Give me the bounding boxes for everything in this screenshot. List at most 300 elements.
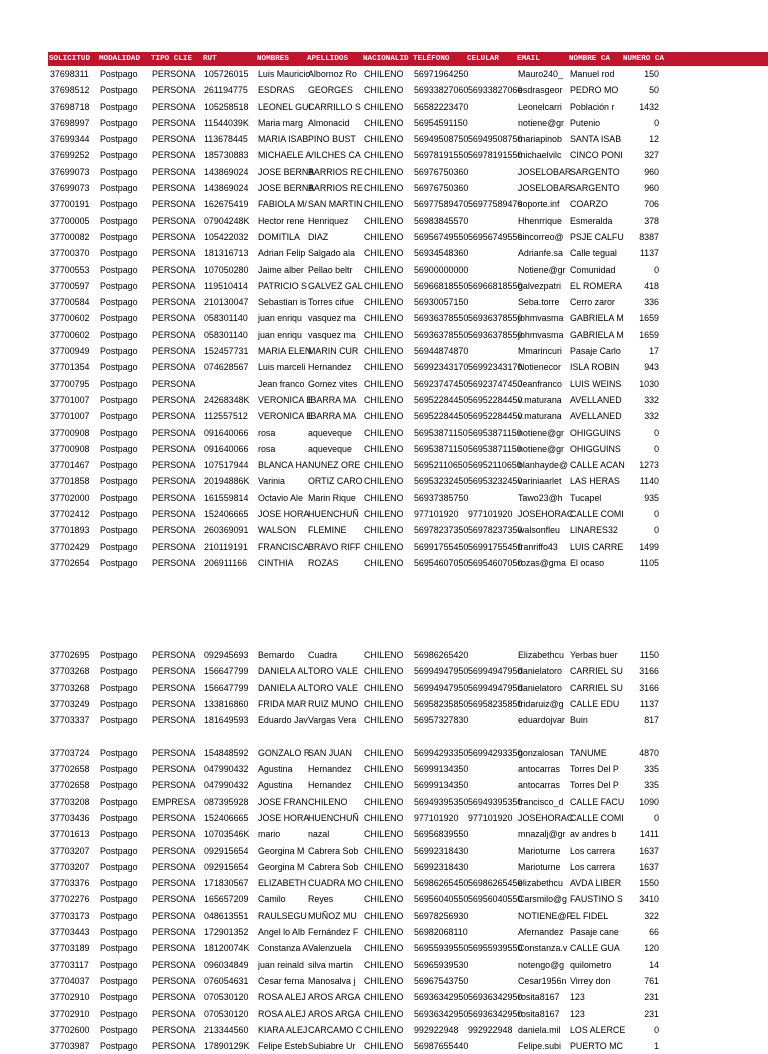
table-cell[interactable]: 1137: [639, 248, 659, 259]
table-cell[interactable]: BRAVO RIFF: [308, 541, 361, 552]
table-cell[interactable]: CHILENO: [364, 796, 404, 807]
table-cell[interactable]: Calle tegual: [570, 248, 617, 259]
table-row[interactable]: [48, 262, 768, 278]
table-cell[interactable]: 56930057150: [414, 297, 469, 308]
table-cell[interactable]: 56923747450: [414, 378, 469, 389]
table-cell[interactable]: soporte.inf: [518, 199, 560, 210]
table-cell[interactable]: Notiene@gr: [518, 264, 566, 275]
table-cell[interactable]: 18120074K: [204, 943, 250, 954]
table-cell[interactable]: Postpago: [100, 231, 138, 242]
table-cell[interactable]: PERSONA: [152, 557, 196, 568]
table-cell[interactable]: Postpago: [100, 297, 138, 308]
table-cell[interactable]: 943: [644, 362, 659, 373]
table-cell[interactable]: juan enriqu: [258, 329, 302, 340]
table-cell[interactable]: 37702658: [50, 764, 90, 775]
table-cell[interactable]: MUÑOZ MU: [308, 910, 357, 921]
table-row[interactable]: [48, 408, 768, 424]
table-cell[interactable]: CHILENO: [364, 1024, 404, 1035]
table-cell[interactable]: LAS HERAS: [570, 476, 620, 487]
table-cell[interactable]: EL ROMERA: [570, 280, 622, 291]
table-cell[interactable]: 07904248K: [204, 215, 250, 226]
table-cell[interactable]: quilometro: [570, 959, 612, 970]
table-cell[interactable]: PERSONA: [152, 85, 196, 96]
table-cell[interactable]: 074628567: [204, 362, 249, 373]
table-cell[interactable]: Postpago: [100, 150, 138, 161]
table-cell[interactable]: CALLE FACU: [570, 796, 625, 807]
table-cell[interactable]: Seba.torre: [518, 297, 560, 308]
table-cell[interactable]: 56900000000: [414, 264, 469, 275]
table-cell[interactable]: CUADRA MO: [308, 878, 362, 889]
table-cell[interactable]: Jaime alber: [258, 264, 304, 275]
table-cell[interactable]: 1140: [639, 476, 659, 487]
table-cell[interactable]: 37698512: [50, 85, 90, 96]
table-cell[interactable]: PERSONA: [152, 134, 196, 145]
table-cell[interactable]: 0: [654, 117, 659, 128]
table-cell[interactable]: CHILENO: [364, 780, 404, 791]
table-cell[interactable]: PERSONA: [152, 248, 196, 259]
table-cell[interactable]: PSJE CALFU: [570, 231, 624, 242]
table-cell[interactable]: 181316713: [204, 248, 249, 259]
table-cell[interactable]: mario: [258, 829, 281, 840]
table-cell[interactable]: 0: [654, 427, 659, 438]
table-cell[interactable]: Postpago: [100, 541, 138, 552]
table-cell[interactable]: Fernández F: [308, 927, 359, 938]
table-cell[interactable]: PERSONA: [152, 780, 196, 791]
table-cell[interactable]: CHILENO: [364, 150, 404, 161]
table-cell[interactable]: CHILENO: [364, 747, 404, 758]
table-cell[interactable]: Postpago: [100, 215, 138, 226]
table-cell[interactable]: ROZAS: [308, 557, 339, 568]
table-cell[interactable]: IBARRA MA: [308, 394, 357, 405]
table-cell[interactable]: 56958235850: [468, 698, 523, 709]
table-cell[interactable]: 1137: [639, 698, 659, 709]
table-row[interactable]: [48, 908, 768, 924]
table-cell[interactable]: 096034849: [204, 959, 249, 970]
table-cell[interactable]: PERSONA: [152, 959, 196, 970]
table-cell[interactable]: 37700553: [50, 264, 90, 275]
table-cell[interactable]: PERSONA: [152, 69, 196, 79]
table-cell[interactable]: Mmarincuri: [518, 346, 562, 357]
table-cell[interactable]: MICHAELE A: [258, 150, 312, 161]
table-cell[interactable]: 171830567: [204, 878, 249, 889]
table-cell[interactable]: 56999134350: [414, 780, 469, 791]
table-cell[interactable]: CHILENO: [364, 297, 404, 308]
table-row[interactable]: [48, 680, 768, 696]
table-cell[interactable]: francisco_d: [518, 796, 564, 807]
table-cell[interactable]: [466, 826, 516, 842]
table-row[interactable]: [48, 115, 768, 131]
table-cell[interactable]: 56986265450: [414, 878, 469, 889]
table-cell[interactable]: Manosalva j: [308, 975, 356, 986]
table-cell[interactable]: PERSONA: [152, 215, 196, 226]
table-row[interactable]: [48, 957, 768, 973]
table-cell[interactable]: CHILENO: [364, 378, 404, 389]
column-header[interactable]: RUT: [203, 55, 217, 63]
table-cell[interactable]: 37702910: [50, 992, 90, 1003]
table-cell[interactable]: FRIDA MAR: [258, 698, 307, 709]
table-cell[interactable]: 37699073: [50, 183, 90, 194]
table-row[interactable]: [48, 294, 768, 310]
table-cell[interactable]: SARGENTO: [570, 166, 620, 177]
table-cell[interactable]: 56953871150: [468, 427, 522, 438]
table-cell[interactable]: Postpago: [100, 959, 138, 970]
table-cell[interactable]: [466, 908, 516, 924]
table-cell[interactable]: GABRIELA M: [570, 329, 624, 340]
table-cell[interactable]: CALLE EDU: [570, 698, 620, 709]
table-cell[interactable]: [466, 66, 516, 82]
table-cell[interactable]: Manuel rod: [570, 69, 615, 79]
table-row[interactable]: [48, 843, 768, 859]
table-cell[interactable]: PERSONA: [152, 150, 196, 161]
table-cell[interactable]: Postpago: [100, 1008, 138, 1019]
table-cell[interactable]: PERSONA: [152, 443, 196, 454]
table-cell[interactable]: galvezpatri: [518, 280, 561, 291]
table-cell[interactable]: 56958235850: [414, 698, 469, 709]
table-row[interactable]: [48, 164, 768, 180]
table-cell[interactable]: Buin: [570, 715, 588, 726]
table-cell[interactable]: Cesar ferna: [258, 975, 305, 986]
table-cell[interactable]: Gomez vites: [308, 378, 358, 389]
table-cell[interactable]: 37703208: [50, 796, 90, 807]
table-cell[interactable]: Postpago: [100, 411, 138, 422]
table-row[interactable]: [48, 213, 768, 229]
table-cell[interactable]: 56936342950: [414, 992, 469, 1003]
table-cell[interactable]: CARRIEL SU: [570, 682, 623, 693]
table-cell[interactable]: Postpago: [100, 927, 138, 938]
table-cell[interactable]: 56953232450: [414, 476, 469, 487]
table-cell[interactable]: gonzalosan: [518, 747, 564, 758]
table-cell[interactable]: 105258518: [204, 101, 249, 112]
table-cell[interactable]: Postpago: [100, 698, 138, 709]
table-cell[interactable]: Marioturne: [518, 845, 561, 856]
table-cell[interactable]: Población r: [570, 101, 615, 112]
table-cell[interactable]: 56949508750: [468, 134, 523, 145]
table-cell[interactable]: AVDA LIBER: [570, 878, 622, 889]
table-row[interactable]: [48, 490, 768, 506]
table-cell[interactable]: Georgina M: [258, 845, 305, 856]
table-cell[interactable]: PERSONA: [152, 878, 196, 889]
table-cell[interactable]: Luis Mauricio: [258, 69, 311, 79]
table-cell[interactable]: 332: [644, 411, 659, 422]
table-cell[interactable]: CHILENO: [364, 117, 404, 128]
table-row[interactable]: [48, 539, 768, 555]
table-cell[interactable]: Felipe.subi: [518, 1041, 561, 1052]
table-cell[interactable]: CHILENO: [364, 427, 404, 438]
table-cell[interactable]: PERSONA: [152, 362, 196, 373]
table-cell[interactable]: PERSONA: [152, 313, 196, 324]
table-cell[interactable]: [466, 712, 516, 728]
table-cell[interactable]: 113678445: [204, 134, 248, 145]
table-cell[interactable]: CHILENO: [364, 215, 404, 226]
table-cell[interactable]: RAULSEGU: [258, 910, 307, 921]
table-cell[interactable]: 37702412: [50, 509, 90, 520]
table-cell[interactable]: PERSONA: [152, 910, 196, 921]
table-cell[interactable]: Eduardo Jav: [258, 715, 308, 726]
table-cell[interactable]: 56956040550: [414, 894, 469, 905]
table-cell[interactable]: [466, 843, 516, 859]
table-cell[interactable]: 156647799: [204, 666, 249, 677]
table-cell[interactable]: [466, 1038, 516, 1054]
table-row[interactable]: [48, 924, 768, 940]
table-cell[interactable]: Marin Rique: [308, 492, 356, 503]
table-cell[interactable]: BARRIOS RE: [308, 183, 363, 194]
table-cell[interactable]: 1030: [639, 378, 659, 389]
table-cell[interactable]: 56954591150: [414, 117, 468, 128]
table-cell[interactable]: 56957327830: [414, 715, 469, 726]
table-cell[interactable]: Postpago: [100, 346, 138, 357]
table-cell[interactable]: Postpago: [100, 183, 138, 194]
table-cell[interactable]: 56953232450: [468, 476, 523, 487]
column-header[interactable]: NOMBRES: [257, 55, 289, 63]
table-cell[interactable]: Postpago: [100, 199, 138, 210]
table-cell[interactable]: Pasaje Carlo: [570, 346, 621, 357]
table-cell[interactable]: 56936378550: [414, 313, 469, 324]
table-cell[interactable]: Postpago: [100, 134, 138, 145]
table-row[interactable]: [48, 810, 768, 826]
table-row[interactable]: [48, 392, 768, 408]
table-cell[interactable]: 37702695: [50, 650, 90, 660]
table-row[interactable]: [48, 343, 768, 359]
table-cell[interactable]: DOMITILA: [258, 231, 300, 242]
table-cell[interactable]: CHILENO: [364, 166, 404, 177]
table-cell[interactable]: PERSONA: [152, 829, 196, 840]
table-cell[interactable]: 960: [644, 166, 659, 177]
table-cell[interactable]: HUENCHUÑ: [308, 812, 359, 823]
table-cell[interactable]: notengo@g: [518, 959, 565, 970]
table-cell[interactable]: 1499: [639, 541, 659, 552]
table-cell[interactable]: 231: [644, 1008, 659, 1019]
table-cell[interactable]: CALLE GUA: [570, 943, 620, 954]
table-cell[interactable]: Notienecor: [518, 362, 561, 373]
table-cell[interactable]: 56992318430: [414, 845, 469, 856]
table-row[interactable]: [48, 506, 768, 522]
table-cell[interactable]: 152406665: [204, 812, 249, 823]
table-row[interactable]: [48, 457, 768, 473]
table-cell[interactable]: Postpago: [100, 166, 138, 177]
table-cell[interactable]: CHILENO: [364, 682, 404, 693]
table-cell[interactable]: TORO VALE: [308, 682, 358, 693]
table-cell[interactable]: CHILENO: [364, 698, 404, 709]
table-cell[interactable]: 1411: [639, 829, 659, 840]
table-cell[interactable]: 56934548360: [414, 248, 469, 259]
table-cell[interactable]: Esmeralda: [570, 215, 613, 226]
table-cell[interactable]: 17890129K: [204, 1041, 250, 1052]
table-cell[interactable]: LUIS WEINS: [570, 378, 622, 389]
table-cell[interactable]: [466, 262, 516, 278]
table-cell[interactable]: CHILENO: [364, 264, 404, 275]
table-cell[interactable]: CHILENO: [364, 248, 404, 259]
table-cell[interactable]: walsonfleu: [518, 525, 560, 536]
table-cell[interactable]: [466, 957, 516, 973]
table-cell[interactable]: Hernandez: [308, 764, 352, 775]
table-cell[interactable]: johmvasma: [518, 313, 564, 324]
table-cell[interactable]: GALVEZ GAL: [308, 280, 363, 291]
table-cell[interactable]: PERSONA: [152, 492, 196, 503]
table-cell[interactable]: Putenio: [570, 117, 601, 128]
table-cell[interactable]: 56936378550: [468, 313, 523, 324]
table-cell[interactable]: 66: [649, 927, 659, 938]
table-cell[interactable]: Cerro zaror: [570, 297, 615, 308]
table-cell[interactable]: 56952284450: [468, 411, 523, 422]
column-header[interactable]: CELULAR: [467, 55, 499, 63]
table-row[interactable]: [48, 82, 768, 98]
table-row[interactable]: [48, 66, 768, 82]
table-cell[interactable]: [466, 647, 516, 663]
table-cell[interactable]: 761: [644, 975, 659, 986]
table-cell[interactable]: 56983845570: [414, 215, 469, 226]
table-cell[interactable]: PERSONA: [152, 117, 196, 128]
table-cell[interactable]: 0: [654, 812, 659, 823]
table-cell[interactable]: Postpago: [100, 975, 138, 986]
table-cell[interactable]: rosita8167: [518, 1008, 560, 1019]
table-cell[interactable]: 37700370: [50, 248, 90, 259]
table-cell[interactable]: 56936378550: [414, 329, 469, 340]
table-cell[interactable]: Postpago: [100, 682, 138, 693]
table-cell[interactable]: 37702276: [50, 894, 90, 905]
table-cell[interactable]: 37700795: [50, 378, 90, 389]
table-cell[interactable]: Postpago: [100, 525, 138, 536]
table-cell[interactable]: PERSONA: [152, 264, 196, 275]
table-cell[interactable]: 058301140: [204, 313, 248, 324]
table-cell[interactable]: aqueveque: [308, 427, 352, 438]
table-cell[interactable]: 37698311: [50, 69, 89, 79]
table-cell[interactable]: Cuadra: [308, 650, 338, 660]
table-cell[interactable]: TORO VALE: [308, 666, 358, 677]
table-cell[interactable]: ROSA ALEJ: [258, 992, 306, 1003]
table-cell[interactable]: nazal: [308, 829, 330, 840]
table-cell[interactable]: 37703987: [50, 1041, 90, 1052]
table-cell[interactable]: 37699073: [50, 166, 90, 177]
table-cell[interactable]: 960: [644, 183, 659, 194]
table-cell[interactable]: Tucapel: [570, 492, 602, 503]
table-cell[interactable]: 156647799: [204, 682, 249, 693]
table-cell[interactable]: 56994293350: [468, 747, 523, 758]
table-cell[interactable]: 11544039K: [204, 117, 249, 128]
table-cell[interactable]: vasquez ma: [308, 313, 356, 324]
table-cell[interactable]: rosa: [258, 443, 276, 454]
table-cell[interactable]: 1105: [639, 557, 659, 568]
table-cell[interactable]: 37701893: [50, 525, 90, 536]
table-cell[interactable]: Octavio Ale: [258, 492, 303, 503]
table-cell[interactable]: 0: [654, 443, 659, 454]
table-cell[interactable]: 56991755450: [414, 541, 469, 552]
table-cell[interactable]: 56994293350: [414, 747, 469, 758]
table-cell[interactable]: ESDRAS: [258, 85, 295, 96]
column-header[interactable]: SOLICITUD: [49, 55, 91, 63]
table-cell[interactable]: CHILENO: [364, 943, 404, 954]
table-cell[interactable]: 335: [644, 780, 659, 791]
table-cell[interactable]: PERSONA: [152, 715, 196, 726]
table-cell[interactable]: 37700602: [50, 329, 90, 340]
table-cell[interactable]: 56923747450: [468, 378, 523, 389]
table-cell[interactable]: 56936342950: [468, 992, 523, 1003]
table-cell[interactable]: 181649593: [204, 715, 249, 726]
table-cell[interactable]: av andres b: [570, 829, 617, 840]
table-cell[interactable]: Cabrera Sob: [308, 845, 359, 856]
table-cell[interactable]: CHILENO: [364, 101, 404, 112]
table-cell[interactable]: 56952110650: [414, 460, 468, 471]
table-cell[interactable]: notiene@gr: [518, 117, 565, 128]
table-cell[interactable]: 935: [644, 492, 659, 503]
table-cell[interactable]: 56949395350: [414, 796, 469, 807]
table-cell[interactable]: DIAZ: [308, 231, 329, 242]
table-cell[interactable]: KIARA ALEJ: [258, 1024, 308, 1035]
table-cell[interactable]: Elizabethcu: [518, 650, 564, 660]
table-cell[interactable]: 37698997: [50, 117, 90, 128]
table-cell[interactable]: ELIZABETH: [258, 878, 307, 889]
table-cell[interactable]: 56956749550: [414, 231, 469, 242]
table-row[interactable]: [48, 891, 768, 907]
table-cell[interactable]: mariapinob: [518, 134, 562, 145]
table-cell[interactable]: blanhayde@: [518, 460, 568, 471]
table-cell[interactable]: Salgado ala: [308, 248, 355, 259]
table-row[interactable]: [48, 245, 768, 261]
table-cell[interactable]: 213344560: [204, 1024, 249, 1035]
column-header[interactable]: NOMBRE CA: [569, 55, 611, 63]
table-cell[interactable]: 123: [570, 1008, 585, 1019]
table-cell[interactable]: CHILENO: [364, 927, 404, 938]
table-cell[interactable]: Postpago: [100, 666, 138, 677]
table-cell[interactable]: CHILENO: [364, 460, 404, 471]
table-cell[interactable]: Hector rene: [258, 215, 305, 226]
table-row[interactable]: [48, 278, 768, 294]
table-cell[interactable]: fridaruiz@g: [518, 698, 564, 709]
table-cell[interactable]: 3166: [639, 682, 659, 693]
table-cell[interactable]: JOSE BERNA: [258, 166, 315, 177]
table-cell[interactable]: Agustina: [258, 764, 293, 775]
table-cell[interactable]: 56978237350: [468, 525, 523, 536]
table-cell[interactable]: AVELLANED: [570, 411, 622, 422]
table-cell[interactable]: Constanza.v: [518, 943, 568, 954]
table-cell[interactable]: 260369091: [204, 525, 249, 536]
table-cell[interactable]: PERSONA: [152, 427, 196, 438]
table-row[interactable]: [48, 425, 768, 441]
table-cell[interactable]: CHILENO: [364, 362, 404, 373]
table-cell[interactable]: 261194775: [204, 85, 248, 96]
table-cell[interactable]: Postpago: [100, 117, 138, 128]
table-cell[interactable]: Cabrera Sob: [308, 861, 359, 872]
table-cell[interactable]: 37700597: [50, 280, 90, 291]
table-cell[interactable]: [466, 245, 516, 261]
table-cell[interactable]: 152406665: [204, 509, 249, 520]
table-cell[interactable]: 107517944: [204, 460, 249, 471]
table-cell[interactable]: 058301140: [204, 329, 248, 340]
table-cell[interactable]: CHILENO: [364, 492, 404, 503]
table-cell[interactable]: PERSONA: [152, 747, 196, 758]
table-cell[interactable]: Postpago: [100, 1024, 138, 1035]
table-cell[interactable]: Maria marg: [258, 117, 303, 128]
table-cell[interactable]: 37702910: [50, 1008, 90, 1019]
table-cell[interactable]: 37703268: [50, 666, 90, 677]
table-cell[interactable]: 56936378550: [468, 329, 523, 340]
table-cell[interactable]: PERSONA: [152, 861, 196, 872]
table-cell[interactable]: Postpago: [100, 476, 138, 487]
table-cell[interactable]: 0: [654, 264, 659, 275]
table-row[interactable]: [48, 1022, 768, 1038]
table-cell[interactable]: antocarras: [518, 764, 560, 775]
table-cell[interactable]: 335: [644, 764, 659, 775]
table-cell[interactable]: [466, 924, 516, 940]
table-cell[interactable]: PERSONA: [152, 812, 196, 823]
table-cell[interactable]: PERSONA: [152, 460, 196, 471]
table-cell[interactable]: PERSONA: [152, 411, 196, 422]
table-cell[interactable]: RUIZ MUNO: [308, 698, 359, 709]
table-cell[interactable]: 56955939550: [468, 943, 523, 954]
table-cell[interactable]: Adrian Felip: [258, 248, 306, 259]
table-cell[interactable]: 37702654: [50, 557, 90, 568]
table-cell[interactable]: LOS ALERCE: [570, 1024, 626, 1035]
table-cell[interactable]: 37702600: [50, 1024, 90, 1035]
